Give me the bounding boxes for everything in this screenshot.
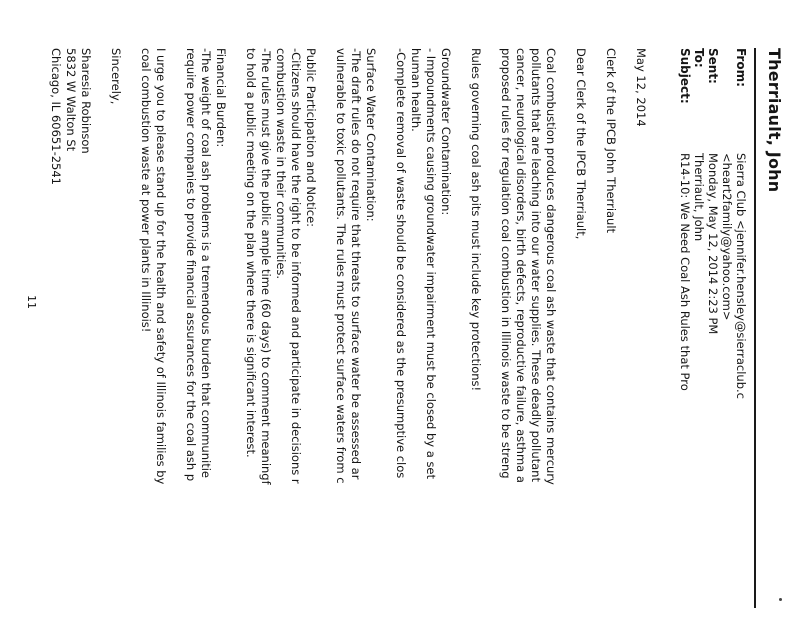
from-value-email: <heart2family@yahoo.com> [720, 153, 734, 321]
surface-line: -The draft rules do not require that threats to surface water be assessed ar [349, 48, 363, 480]
from-value: Sierra Club <jennifer.hensley@sierraclub.c [734, 153, 748, 399]
financial-line: require power companies to provide financial assurances for the coal ash p [184, 48, 198, 482]
letter-salutation: Dear Clerk of the IPCB Therriault, [574, 48, 588, 240]
from-label: From: [734, 48, 748, 87]
header-rule [754, 48, 756, 608]
signature-name: Sharesia Robinson [79, 48, 93, 154]
closing: Sincerely, [109, 48, 123, 105]
groundwater-line: -Complete removal of waste should be considered as the presumptive clos [394, 48, 408, 479]
scan-speck [779, 598, 782, 601]
intro-line: cancer, neurological disorders, birth defects, reproductive failure, asthma a [514, 48, 528, 483]
to-label: To: [692, 48, 706, 68]
signature-city: Chicago, IL 60651-2541 [49, 48, 63, 185]
participation-line: -The rules must give the public ample time (60 days) to comment meaningf [259, 48, 273, 485]
to-value: Therriault, John [692, 153, 706, 242]
surface-line: vulnerable to toxic pollutants. The rules must protect surface waters from c [334, 48, 348, 484]
sent-label: Sent: [706, 48, 720, 84]
surface-heading: Surface Water Contamination: [364, 48, 378, 222]
participation-line: -Citizens should have the right to be informed and participate in decisions r [289, 48, 303, 484]
financial-line: -The weight of coal ash problems is a tremendous burden that communitie [199, 48, 213, 478]
page-number: 11 [25, 295, 38, 309]
groundwater-line: - Impoundments causing groundwater impairment must be closed by a set [424, 48, 438, 480]
urge-line: I urge you to please stand up for the health and safety of Illinois families by [154, 48, 168, 485]
letter-date: May 12, 2014 [634, 48, 648, 127]
groundwater-heading: Groundwater Contamination: [439, 48, 453, 216]
intro-line: pollutants that are leaching into our water supplies. These deadly pollutant [529, 48, 543, 482]
urge-line: coal combustion waste at power plants in Illinois! [139, 48, 153, 333]
header-name: Therriault, John [765, 48, 784, 193]
groundwater-line: human health. [409, 48, 423, 132]
intro-line: Coal combustion produces dangerous coal ash waste that contains mercury [544, 48, 558, 485]
financial-heading: Financial Burden: [214, 48, 228, 148]
intro-line: proposed rules for regulation coal combustion in Illinois waste to be streng [499, 48, 513, 479]
letter-recipient: Clerk of the IPCB John Therriault [604, 48, 618, 234]
subject-label: Subject: [678, 48, 692, 104]
participation-line: combustion waste in their communities. [274, 48, 288, 280]
sent-value: Monday, May 12, 2014 2:23 PM [706, 153, 720, 335]
rules-line: Rules governing coal ash pits must include key protections! [469, 48, 483, 392]
subject-value: R14-10: We Need Coal Ash Rules that Pro [678, 153, 692, 391]
signature-address: 5832 W Walton St [64, 48, 78, 152]
participation-heading: Public Participation and Notice: [304, 48, 318, 228]
participation-line: to hold a public meeting on the plan where there is significant interest. [244, 48, 258, 458]
